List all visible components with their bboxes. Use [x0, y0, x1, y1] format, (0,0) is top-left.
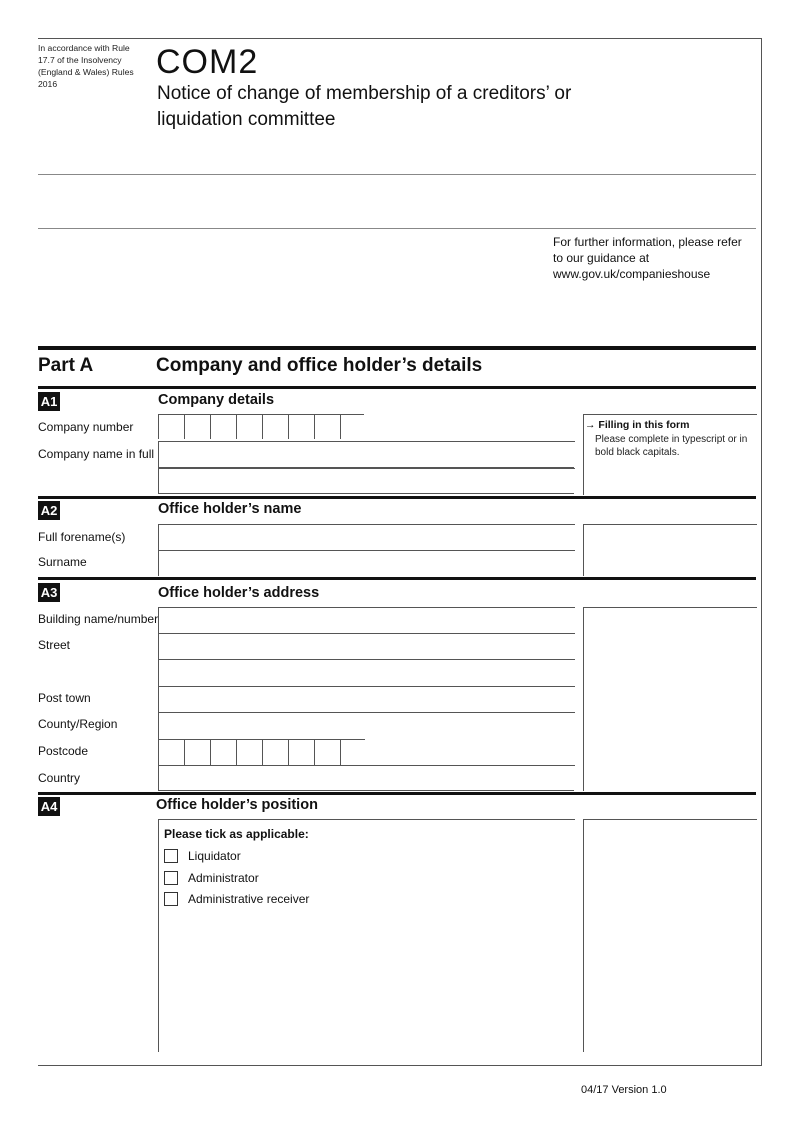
a2-side-panel — [583, 524, 757, 576]
building-label: Building name/number — [38, 612, 159, 626]
char-box — [262, 740, 263, 765]
part-title: Company and office holder’s details — [156, 355, 483, 376]
a4-rule — [38, 792, 756, 795]
a3-badge: A3 — [38, 583, 60, 602]
street-label: Street — [38, 638, 71, 652]
digit-box — [262, 414, 263, 439]
side-note-title: Filling in this form — [598, 419, 690, 431]
field-bottom — [158, 493, 574, 494]
company-name-field-line2[interactable] — [158, 468, 575, 494]
part-label: Part A — [38, 355, 94, 376]
surname-label: Surname — [38, 555, 87, 569]
char-box — [184, 740, 185, 765]
a3-rule — [38, 577, 756, 580]
company-number-label: Company number — [38, 420, 134, 434]
postcode-label: Postcode — [38, 744, 89, 758]
administrator-label: Administrator — [188, 871, 259, 885]
forenames-label: Full forename(s) — [38, 530, 126, 544]
field-bottom — [158, 790, 574, 791]
digit-box — [236, 414, 237, 439]
bottom-border — [38, 1065, 762, 1066]
forenames-field[interactable] — [158, 524, 575, 550]
digit-box — [158, 414, 159, 439]
header-divider-2 — [38, 228, 756, 229]
postcode-field[interactable] — [158, 739, 365, 765]
digit-box — [314, 414, 315, 439]
a1-badge: A1 — [38, 392, 60, 411]
char-box — [314, 740, 315, 765]
char-box — [158, 740, 159, 765]
version-label: 04/17 Version 1.0 — [581, 1084, 667, 1096]
header-divider-1 — [38, 174, 756, 175]
digit-box — [340, 414, 341, 439]
county-label: County/Region — [38, 717, 118, 731]
a4-title: Office holder’s position — [156, 797, 318, 813]
digit-box — [210, 414, 211, 439]
county-field[interactable] — [158, 712, 575, 739]
building-field[interactable] — [158, 607, 575, 633]
post-town-label: Post town — [38, 691, 91, 705]
char-box — [236, 740, 237, 765]
company-name-field[interactable] — [158, 441, 575, 468]
street-field-line2[interactable] — [158, 659, 575, 686]
a3-title: Office holder’s address — [158, 585, 320, 601]
side-note-title-wrap — [585, 419, 689, 431]
char-box — [210, 740, 211, 765]
street-field[interactable] — [158, 633, 575, 659]
a1-title: Company details — [158, 392, 275, 408]
surname-field[interactable] — [158, 550, 575, 576]
administrative-receiver-label: Administrative receiver — [188, 892, 310, 906]
guidance-text: For further information, please refer to our guidance at www.gov.uk/companieshouse — [553, 235, 742, 281]
side-note-text: Please complete in typescript or in bold black capitals. — [595, 434, 748, 458]
country-field[interactable] — [158, 765, 575, 791]
a1-rule — [38, 386, 756, 389]
a4-side-panel — [583, 819, 757, 1052]
digit-box — [288, 414, 289, 439]
company-name-label: Company name in full — [38, 447, 155, 461]
liquidator-label: Liquidator — [188, 849, 241, 863]
legal-note: In accordance with Rule 17.7 of the Insolvency (England & Wales) Rules 2016 — [38, 43, 134, 89]
char-box — [288, 740, 289, 765]
administrator-checkbox[interactable] — [164, 871, 178, 885]
tick-instruction: Please tick as applicable: — [164, 827, 309, 841]
form-code: COM2 — [156, 43, 259, 81]
digit-box — [184, 414, 185, 439]
a2-rule — [38, 496, 756, 499]
a4-badge: A4 — [38, 797, 60, 816]
char-box — [340, 740, 341, 765]
administrative-receiver-checkbox[interactable] — [164, 892, 178, 906]
form-title: Notice of change of membership of a creditors’ or liquidation committee — [157, 83, 572, 130]
arrow-icon: → — [585, 419, 596, 431]
post-town-field[interactable] — [158, 686, 575, 712]
top-border — [38, 38, 762, 39]
right-border — [761, 38, 762, 1066]
a2-title: Office holder’s name — [158, 501, 302, 517]
a3-side-panel — [583, 607, 757, 791]
part-rule — [38, 346, 756, 350]
country-label: Country — [38, 771, 81, 785]
a2-badge: A2 — [38, 501, 60, 520]
liquidator-checkbox[interactable] — [164, 849, 178, 863]
company-number-field[interactable] — [158, 414, 365, 439]
